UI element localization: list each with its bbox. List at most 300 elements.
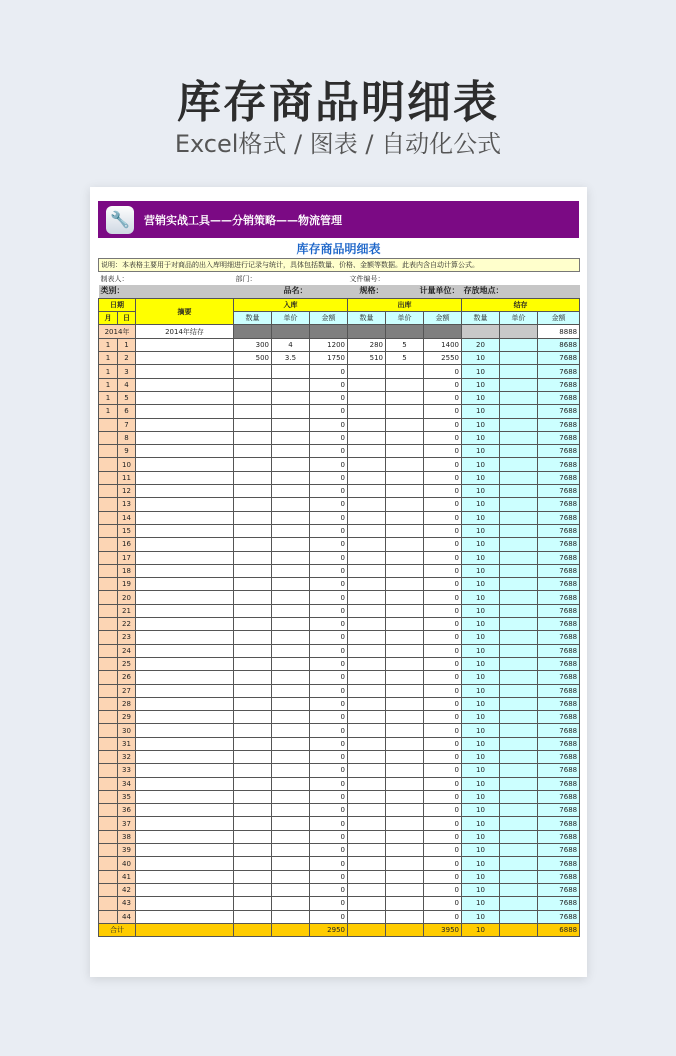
table-cell[interactable] (272, 804, 310, 817)
table-cell[interactable]: 0 (424, 737, 462, 750)
table-cell[interactable]: 7688 (538, 870, 580, 883)
table-cell[interactable]: 7688 (538, 804, 580, 817)
table-cell[interactable]: 7688 (538, 631, 580, 644)
table-cell[interactable]: 0 (424, 618, 462, 631)
table-cell[interactable] (386, 485, 424, 498)
table-cell[interactable]: 0 (310, 671, 348, 684)
table-cell[interactable] (136, 391, 234, 404)
table-cell[interactable] (272, 378, 310, 391)
table-cell[interactable] (136, 378, 234, 391)
table-cell[interactable]: 10 (462, 524, 500, 537)
table-cell[interactable] (272, 471, 310, 484)
table-cell[interactable] (272, 365, 310, 378)
table-cell[interactable]: 0 (310, 644, 348, 657)
table-cell[interactable]: 7688 (538, 764, 580, 777)
table-cell[interactable] (348, 418, 386, 431)
table-cell[interactable]: 7688 (538, 724, 580, 737)
table-cell[interactable] (348, 604, 386, 617)
table-cell[interactable]: 0 (424, 684, 462, 697)
table-cell[interactable] (500, 618, 538, 631)
table-cell[interactable] (99, 804, 118, 817)
table-cell[interactable] (386, 564, 424, 577)
table-cell[interactable] (272, 790, 310, 803)
table-cell[interactable]: 0 (424, 750, 462, 763)
table-cell[interactable] (136, 817, 234, 830)
table-cell[interactable]: 0 (424, 604, 462, 617)
table-cell[interactable] (272, 764, 310, 777)
table-cell[interactable]: 7688 (538, 737, 580, 750)
table-cell[interactable] (272, 391, 310, 404)
table-cell[interactable] (500, 378, 538, 391)
table-cell[interactable]: 7688 (538, 684, 580, 697)
table-cell[interactable] (272, 485, 310, 498)
table-cell[interactable]: 0 (424, 631, 462, 644)
table-cell[interactable]: 27 (118, 684, 136, 697)
table-cell[interactable]: 0 (424, 458, 462, 471)
table-cell[interactable] (99, 844, 118, 857)
table-cell[interactable] (386, 750, 424, 763)
table-cell[interactable]: 0 (424, 897, 462, 910)
table-cell[interactable] (272, 564, 310, 577)
table-cell[interactable] (348, 378, 386, 391)
table-cell[interactable]: 10 (462, 883, 500, 896)
table-cell[interactable]: 0 (310, 618, 348, 631)
table-cell[interactable] (348, 564, 386, 577)
table-cell[interactable] (136, 857, 234, 870)
table-cell[interactable]: 0 (424, 910, 462, 923)
table-cell[interactable]: 0 (310, 764, 348, 777)
table-cell[interactable] (348, 578, 386, 591)
table-cell[interactable] (99, 711, 118, 724)
table-cell[interactable]: 7688 (538, 485, 580, 498)
table-cell[interactable]: 7688 (538, 578, 580, 591)
table-cell[interactable]: 10 (462, 657, 500, 670)
table-cell[interactable] (272, 737, 310, 750)
table-cell[interactable] (136, 844, 234, 857)
table-cell[interactable]: 3 (118, 365, 136, 378)
table-cell[interactable] (386, 445, 424, 458)
table-cell[interactable] (348, 431, 386, 444)
table-cell[interactable] (500, 910, 538, 923)
table-cell[interactable] (386, 591, 424, 604)
table-cell[interactable]: 15 (118, 524, 136, 537)
table-cell[interactable] (99, 471, 118, 484)
table-cell[interactable] (500, 524, 538, 537)
table-cell[interactable] (136, 431, 234, 444)
table-cell[interactable]: 10 (462, 498, 500, 511)
table-cell[interactable] (500, 790, 538, 803)
table-cell[interactable] (99, 578, 118, 591)
table-cell[interactable] (234, 697, 272, 710)
table-cell[interactable]: 7688 (538, 644, 580, 657)
table-cell[interactable]: 17 (118, 551, 136, 564)
table-cell[interactable] (500, 764, 538, 777)
table-cell[interactable]: 10 (462, 631, 500, 644)
table-cell[interactable] (348, 897, 386, 910)
table-cell[interactable]: 0 (424, 830, 462, 843)
table-cell[interactable]: 0 (310, 445, 348, 458)
table-cell[interactable] (99, 498, 118, 511)
table-cell[interactable]: 10 (462, 671, 500, 684)
table-cell[interactable]: 0 (310, 657, 348, 670)
table-cell[interactable] (500, 830, 538, 843)
table-cell[interactable] (348, 471, 386, 484)
table-cell[interactable]: 0 (310, 378, 348, 391)
table-cell[interactable]: 2 (118, 352, 136, 365)
table-cell[interactable] (386, 418, 424, 431)
table-cell[interactable]: 0 (424, 857, 462, 870)
table-cell[interactable]: 26 (118, 671, 136, 684)
table-cell[interactable] (234, 391, 272, 404)
table-cell[interactable] (386, 804, 424, 817)
table-cell[interactable] (136, 883, 234, 896)
table-cell[interactable] (272, 578, 310, 591)
table-cell[interactable]: 0 (310, 870, 348, 883)
table-cell[interactable]: 7688 (538, 418, 580, 431)
table-cell[interactable]: 10 (462, 897, 500, 910)
table-cell[interactable]: 7688 (538, 458, 580, 471)
table-cell[interactable] (99, 657, 118, 670)
table-cell[interactable] (136, 790, 234, 803)
table-cell[interactable] (136, 830, 234, 843)
table-cell[interactable] (500, 844, 538, 857)
table-cell[interactable] (348, 724, 386, 737)
table-cell[interactable]: 39 (118, 844, 136, 857)
table-cell[interactable] (386, 378, 424, 391)
table-cell[interactable] (99, 458, 118, 471)
table-cell[interactable]: 20 (462, 338, 500, 351)
table-cell[interactable] (234, 511, 272, 524)
table-cell[interactable]: 0 (424, 844, 462, 857)
table-cell[interactable]: 10 (462, 471, 500, 484)
table-cell[interactable] (234, 551, 272, 564)
table-cell[interactable] (99, 737, 118, 750)
table-cell[interactable]: 7688 (538, 711, 580, 724)
table-cell[interactable] (99, 618, 118, 631)
table-cell[interactable] (500, 471, 538, 484)
table-cell[interactable] (272, 511, 310, 524)
table-cell[interactable]: 8 (118, 431, 136, 444)
table-cell[interactable] (234, 405, 272, 418)
table-cell[interactable]: 0 (424, 657, 462, 670)
table-cell[interactable] (348, 804, 386, 817)
table-cell[interactable]: 28 (118, 697, 136, 710)
table-cell[interactable]: 10 (462, 365, 500, 378)
table-cell[interactable] (99, 790, 118, 803)
table-cell[interactable] (234, 591, 272, 604)
table-cell[interactable] (500, 777, 538, 790)
table-cell[interactable] (272, 671, 310, 684)
table-cell[interactable] (272, 604, 310, 617)
table-cell[interactable]: 7688 (538, 857, 580, 870)
table-cell[interactable] (136, 445, 234, 458)
table-cell[interactable] (272, 458, 310, 471)
table-cell[interactable]: 1 (99, 391, 118, 404)
table-cell[interactable] (386, 830, 424, 843)
table-cell[interactable] (234, 870, 272, 883)
table-cell[interactable] (99, 564, 118, 577)
table-cell[interactable] (99, 750, 118, 763)
table-cell[interactable] (386, 538, 424, 551)
table-cell[interactable]: 8688 (538, 338, 580, 351)
table-cell[interactable] (348, 697, 386, 710)
table-cell[interactable]: 0 (424, 804, 462, 817)
table-cell[interactable]: 7688 (538, 790, 580, 803)
table-cell[interactable]: 0 (310, 604, 348, 617)
table-cell[interactable]: 7688 (538, 445, 580, 458)
table-cell[interactable] (136, 405, 234, 418)
table-cell[interactable]: 10 (462, 764, 500, 777)
table-cell[interactable]: 0 (424, 511, 462, 524)
table-cell[interactable]: 44 (118, 910, 136, 923)
table-cell[interactable] (348, 657, 386, 670)
table-cell[interactable] (500, 883, 538, 896)
table-cell[interactable] (386, 697, 424, 710)
table-cell[interactable] (99, 724, 118, 737)
table-cell[interactable] (136, 365, 234, 378)
table-cell[interactable]: 11 (118, 471, 136, 484)
table-cell[interactable] (99, 538, 118, 551)
table-cell[interactable]: 10 (462, 724, 500, 737)
table-cell[interactable] (99, 604, 118, 617)
table-cell[interactable] (99, 897, 118, 910)
table-cell[interactable] (234, 498, 272, 511)
table-cell[interactable] (348, 538, 386, 551)
table-cell[interactable] (386, 764, 424, 777)
table-cell[interactable] (500, 511, 538, 524)
table-cell[interactable] (348, 591, 386, 604)
table-cell[interactable]: 0 (310, 431, 348, 444)
table-cell[interactable]: 7688 (538, 844, 580, 857)
table-cell[interactable]: 0 (424, 391, 462, 404)
table-cell[interactable] (500, 697, 538, 710)
table-cell[interactable] (348, 817, 386, 830)
table-cell[interactable] (348, 671, 386, 684)
table-cell[interactable] (99, 857, 118, 870)
table-cell[interactable]: 7688 (538, 378, 580, 391)
table-cell[interactable]: 0 (424, 764, 462, 777)
table-cell[interactable] (348, 405, 386, 418)
table-cell[interactable]: 10 (462, 485, 500, 498)
table-cell[interactable] (234, 844, 272, 857)
table-cell[interactable] (500, 897, 538, 910)
table-cell[interactable] (99, 697, 118, 710)
table-cell[interactable]: 0 (424, 431, 462, 444)
table-cell[interactable] (500, 657, 538, 670)
table-cell[interactable]: 10 (462, 591, 500, 604)
table-cell[interactable] (99, 817, 118, 830)
table-cell[interactable] (500, 365, 538, 378)
table-cell[interactable] (500, 604, 538, 617)
table-cell[interactable]: 0 (424, 538, 462, 551)
table-cell[interactable] (386, 431, 424, 444)
table-cell[interactable]: 1 (99, 365, 118, 378)
table-cell[interactable] (348, 777, 386, 790)
table-cell[interactable]: 10 (462, 604, 500, 617)
table-cell[interactable]: 7688 (538, 883, 580, 896)
table-cell[interactable]: 37 (118, 817, 136, 830)
table-cell[interactable]: 10 (462, 564, 500, 577)
table-cell[interactable] (348, 498, 386, 511)
table-cell[interactable]: 7688 (538, 431, 580, 444)
table-cell[interactable]: 0 (424, 777, 462, 790)
table-cell[interactable] (272, 591, 310, 604)
table-cell[interactable] (272, 551, 310, 564)
table-cell[interactable]: 10 (462, 445, 500, 458)
table-cell[interactable] (500, 418, 538, 431)
table-cell[interactable] (272, 498, 310, 511)
table-cell[interactable]: 0 (424, 870, 462, 883)
table-cell[interactable]: 0 (310, 511, 348, 524)
table-cell[interactable] (99, 644, 118, 657)
table-cell[interactable]: 3.5 (272, 352, 310, 365)
table-cell[interactable] (136, 711, 234, 724)
table-cell[interactable] (386, 870, 424, 883)
table-cell[interactable] (348, 764, 386, 777)
table-cell[interactable]: 6 (118, 405, 136, 418)
table-cell[interactable] (272, 711, 310, 724)
table-cell[interactable] (99, 870, 118, 883)
table-cell[interactable] (272, 405, 310, 418)
table-cell[interactable] (99, 511, 118, 524)
table-cell[interactable]: 7688 (538, 365, 580, 378)
table-cell[interactable] (99, 445, 118, 458)
table-cell[interactable]: 25 (118, 657, 136, 670)
table-cell[interactable] (348, 857, 386, 870)
table-cell[interactable] (500, 551, 538, 564)
table-cell[interactable] (234, 485, 272, 498)
table-cell[interactable] (348, 551, 386, 564)
table-cell[interactable]: 10 (462, 352, 500, 365)
table-cell[interactable] (500, 578, 538, 591)
table-cell[interactable] (386, 897, 424, 910)
table-cell[interactable] (272, 538, 310, 551)
table-cell[interactable] (272, 750, 310, 763)
table-cell[interactable]: 0 (310, 750, 348, 763)
table-cell[interactable] (136, 458, 234, 471)
table-cell[interactable]: 0 (424, 817, 462, 830)
table-cell[interactable] (500, 857, 538, 870)
table-cell[interactable]: 10 (462, 511, 500, 524)
table-cell[interactable]: 0 (310, 724, 348, 737)
table-cell[interactable] (136, 418, 234, 431)
table-cell[interactable] (234, 857, 272, 870)
table-cell[interactable] (500, 631, 538, 644)
table-cell[interactable] (348, 883, 386, 896)
table-cell[interactable] (136, 551, 234, 564)
table-cell[interactable]: 0 (310, 538, 348, 551)
table-cell[interactable] (272, 644, 310, 657)
table-cell[interactable] (348, 790, 386, 803)
table-cell[interactable] (99, 631, 118, 644)
table-cell[interactable] (136, 804, 234, 817)
table-cell[interactable]: 10 (462, 790, 500, 803)
table-cell[interactable] (500, 724, 538, 737)
table-cell[interactable] (386, 365, 424, 378)
table-cell[interactable] (136, 897, 234, 910)
table-cell[interactable]: 0 (424, 445, 462, 458)
table-cell[interactable]: 0 (310, 485, 348, 498)
table-cell[interactable]: 0 (310, 551, 348, 564)
table-cell[interactable] (234, 817, 272, 830)
table-cell[interactable] (348, 631, 386, 644)
table-cell[interactable] (136, 498, 234, 511)
table-cell[interactable] (234, 618, 272, 631)
table-cell[interactable]: 0 (424, 697, 462, 710)
table-cell[interactable]: 0 (310, 405, 348, 418)
table-cell[interactable] (99, 431, 118, 444)
table-cell[interactable] (234, 897, 272, 910)
table-cell[interactable]: 0 (424, 498, 462, 511)
table-cell[interactable]: 43 (118, 897, 136, 910)
table-cell[interactable]: 500 (234, 352, 272, 365)
table-cell[interactable]: 31 (118, 737, 136, 750)
table-cell[interactable] (234, 684, 272, 697)
table-cell[interactable] (348, 524, 386, 537)
table-cell[interactable] (272, 897, 310, 910)
table-cell[interactable] (500, 352, 538, 365)
table-cell[interactable]: 7688 (538, 405, 580, 418)
table-cell[interactable]: 10 (462, 551, 500, 564)
table-cell[interactable] (348, 485, 386, 498)
table-cell[interactable] (272, 618, 310, 631)
table-cell[interactable]: 0 (310, 897, 348, 910)
table-cell[interactable] (500, 498, 538, 511)
table-cell[interactable] (386, 604, 424, 617)
table-cell[interactable] (136, 524, 234, 537)
table-cell[interactable]: 41 (118, 870, 136, 883)
table-cell[interactable]: 0 (310, 857, 348, 870)
table-cell[interactable]: 24 (118, 644, 136, 657)
table-cell[interactable]: 0 (310, 458, 348, 471)
table-cell[interactable]: 7688 (538, 657, 580, 670)
table-cell[interactable] (348, 750, 386, 763)
table-cell[interactable] (348, 511, 386, 524)
table-cell[interactable]: 10 (462, 857, 500, 870)
table-cell[interactable]: 7688 (538, 897, 580, 910)
table-cell[interactable]: 0 (310, 790, 348, 803)
table-cell[interactable] (234, 524, 272, 537)
table-cell[interactable] (136, 538, 234, 551)
table-cell[interactable]: 0 (310, 711, 348, 724)
table-cell[interactable] (386, 511, 424, 524)
table-cell[interactable] (99, 671, 118, 684)
table-cell[interactable] (234, 458, 272, 471)
table-cell[interactable]: 4 (118, 378, 136, 391)
table-cell[interactable]: 0 (424, 578, 462, 591)
table-cell[interactable] (234, 431, 272, 444)
table-cell[interactable] (136, 671, 234, 684)
table-cell[interactable] (386, 737, 424, 750)
table-cell[interactable]: 10 (462, 777, 500, 790)
table-cell[interactable] (234, 671, 272, 684)
table-cell[interactable] (348, 644, 386, 657)
table-cell[interactable]: 7688 (538, 511, 580, 524)
table-cell[interactable] (99, 910, 118, 923)
table-cell[interactable] (500, 804, 538, 817)
table-cell[interactable]: 10 (462, 618, 500, 631)
table-cell[interactable] (272, 883, 310, 896)
table-cell[interactable]: 7688 (538, 498, 580, 511)
table-cell[interactable] (348, 844, 386, 857)
table-cell[interactable]: 10 (462, 578, 500, 591)
table-cell[interactable] (386, 857, 424, 870)
table-cell[interactable] (500, 405, 538, 418)
table-cell[interactable]: 7688 (538, 471, 580, 484)
table-cell[interactable] (234, 790, 272, 803)
table-cell[interactable] (99, 418, 118, 431)
table-cell[interactable] (386, 405, 424, 418)
